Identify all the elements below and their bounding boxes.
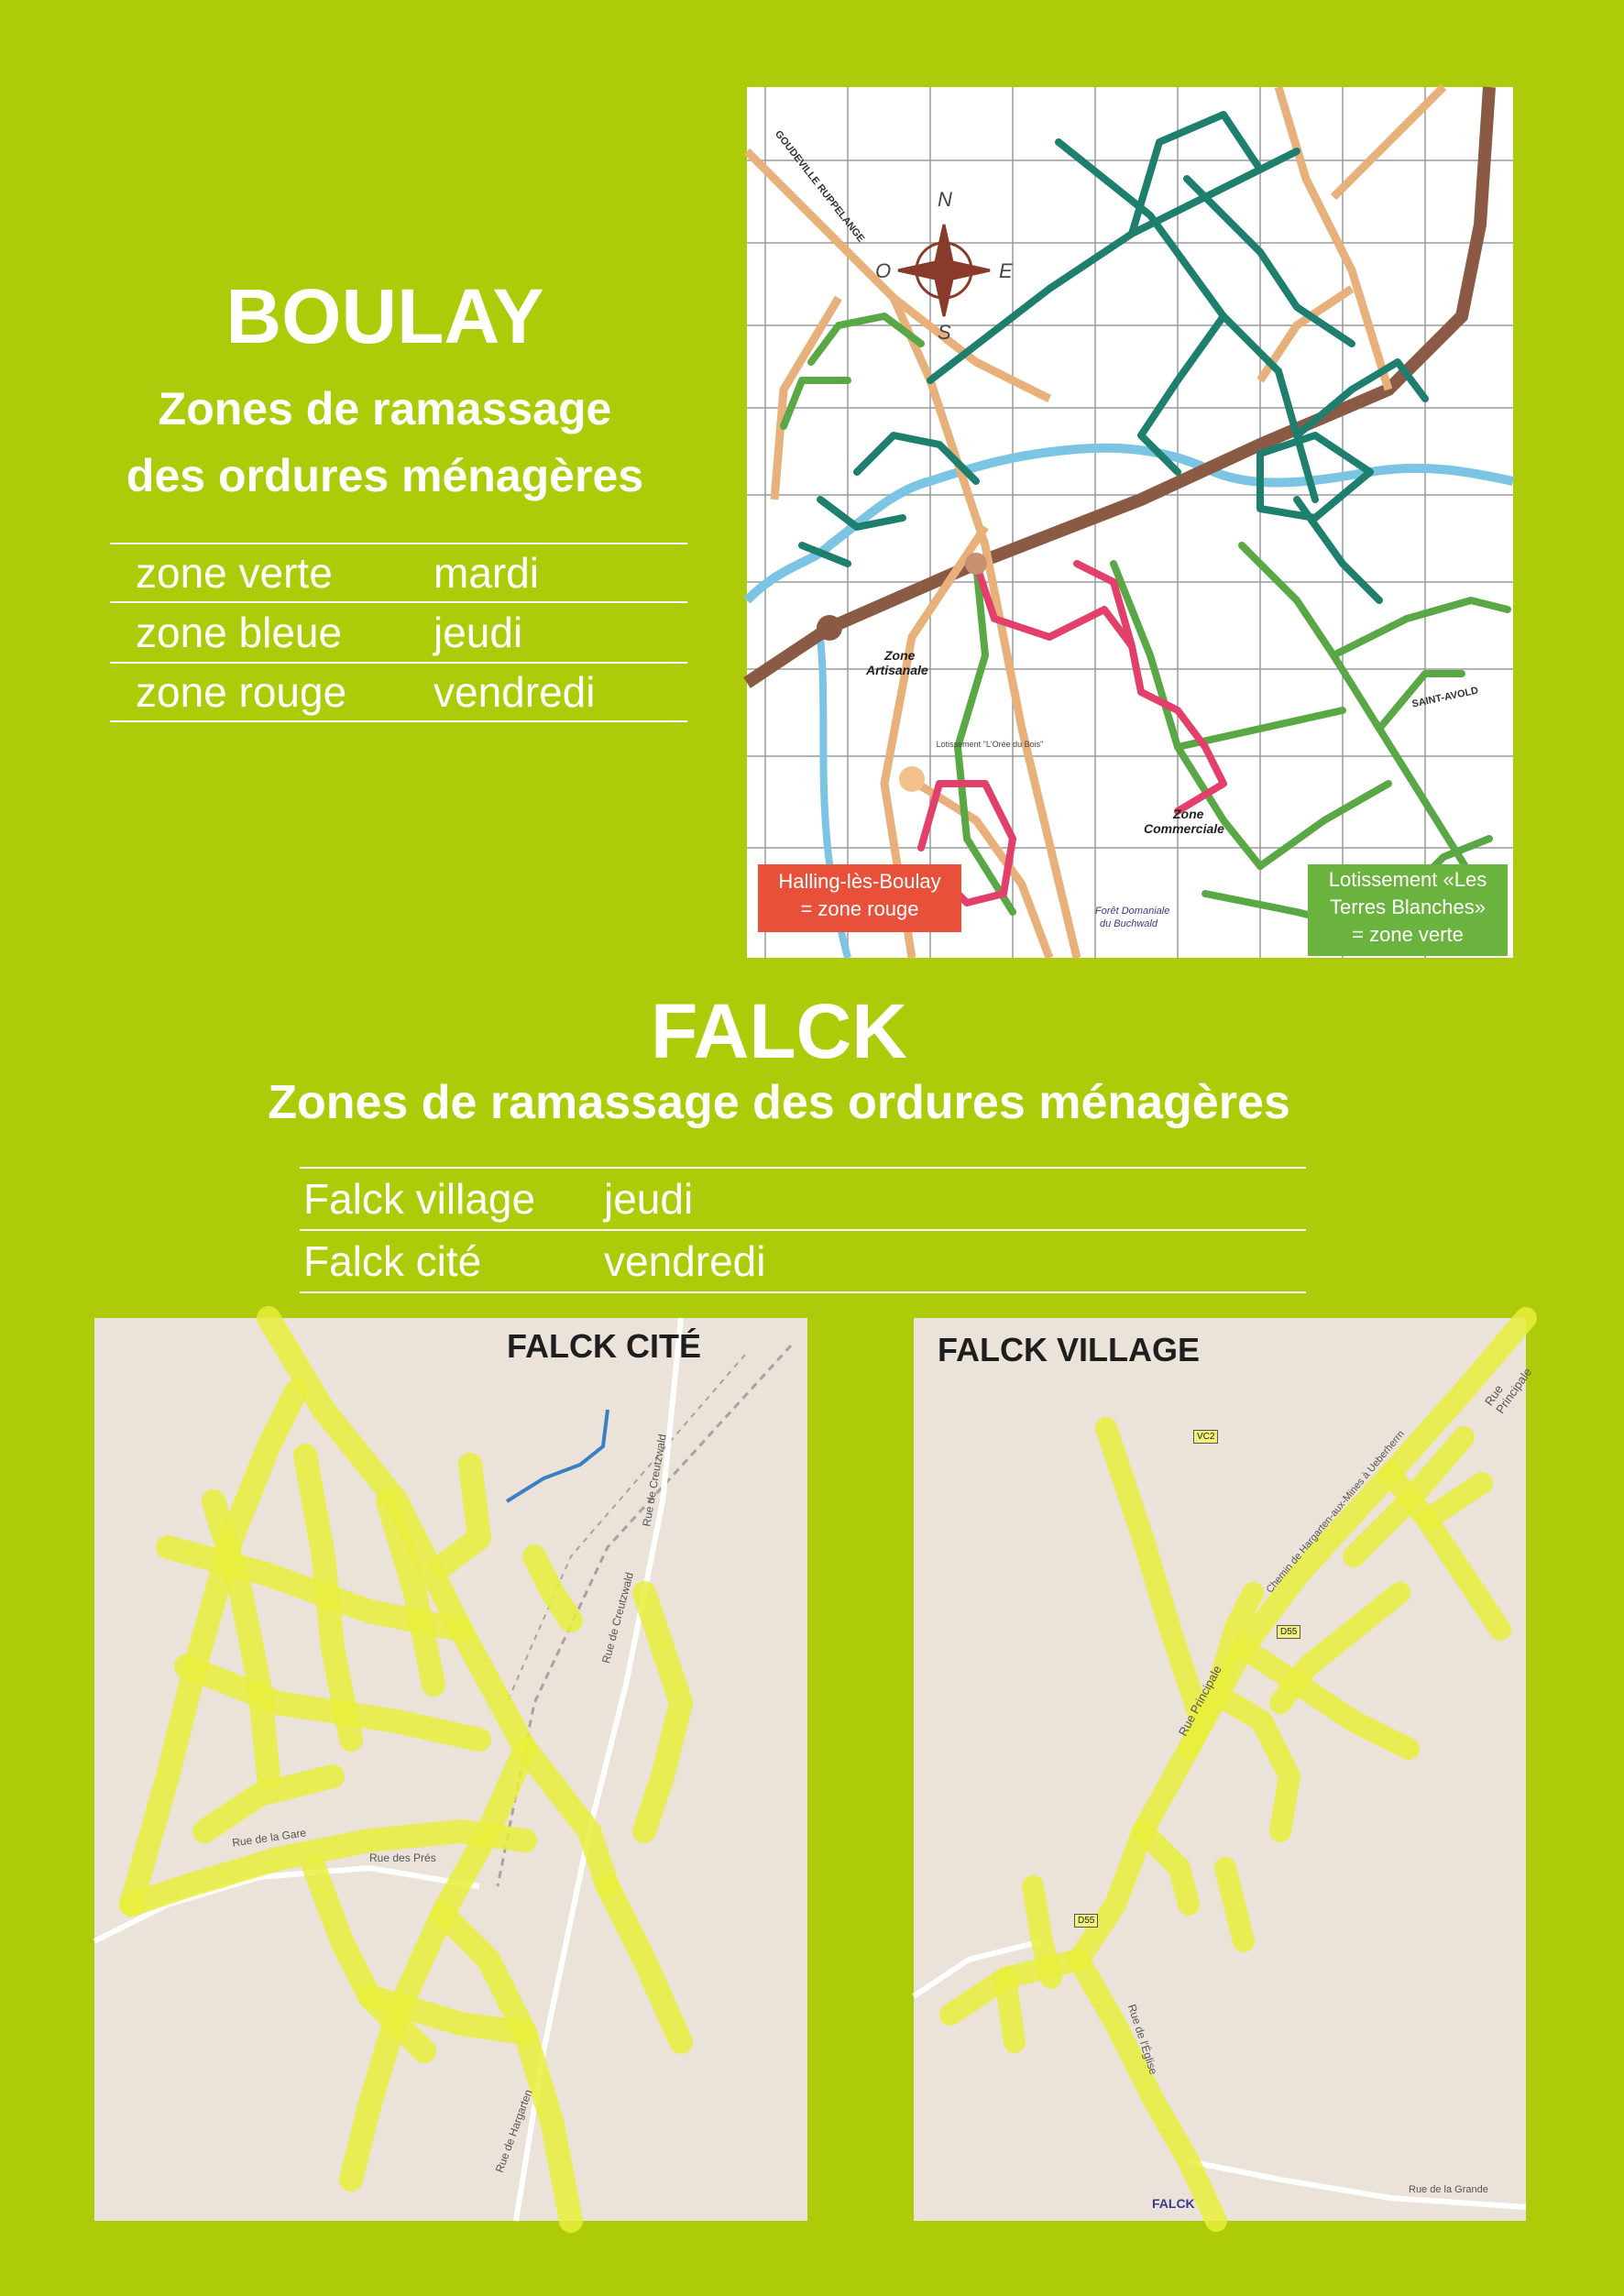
falck-schedule-table [300,1167,1306,1293]
schedule-day: mardi [433,544,687,602]
schedule-day: vendredi [604,1230,1306,1292]
street-label: Rue Principale [1481,1365,1535,1416]
compass-east: E [999,259,1013,282]
falck-cite-map [94,1318,807,2221]
legend-green-line2: Terres Blanches» [1330,895,1486,918]
table-row [300,1168,1306,1230]
street-label: Rue des Prés [369,1851,436,1864]
schedule-zone: zone verte [110,544,433,602]
falck-subtitle: Zones de ramassage des ordures ménagères [268,1076,1290,1129]
legend-green-line3: = zone verte [1352,923,1464,946]
boulay-subtitle-line2: des ordures ménagères [126,450,644,501]
street-label: Rue Principale [1175,1663,1224,1739]
table-row [110,544,687,602]
map-label-zone-commerciale-2: Commerciale [1144,821,1224,836]
boulay-title: BOULAY [225,273,544,359]
boulay-map-graphic [747,87,1513,958]
falck-village-map [914,1318,1535,2221]
falck-village-map-graphic [914,1318,1526,2221]
table-row [300,1230,1306,1292]
map-label-roads-top-left: GOUDEVILLE RUPPELANGE [772,128,867,245]
legend-green-line1: Lotissement «Les [1328,868,1487,891]
compass-north: N [938,188,952,211]
map-label-zone-commerciale-1: Zone [1173,807,1204,821]
legend-green-zone [1308,864,1508,956]
legend-red-line2: = zone rouge [800,897,919,920]
street-label: Rue de Creutzwald [640,1433,669,1528]
schedule-zone: Falck cité [300,1230,604,1292]
falck-cite-map-graphic [94,1318,807,2221]
falck-cite-title: FALCK CITÉ [507,1327,701,1365]
schedule-zone: zone rouge [110,663,433,721]
table-row [110,602,687,663]
schedule-zone: zone bleue [110,602,433,663]
boulay-map [747,87,1513,958]
legend-red-zone [758,864,961,932]
schedule-day: jeudi [604,1168,1306,1230]
map-label-zone-artisanale-1: Zone [884,648,916,663]
road-marker-d55: D55 [1074,1914,1098,1928]
street-label: Chemin de Hargarten-aux-Mines à Ueberherrn [1264,1428,1407,1596]
compass-west: O [875,259,892,282]
schedule-zone: Falck village [300,1168,604,1230]
falck-village-bottom-label: FALCK [1152,2196,1195,2211]
map-label-foret-1: Forêt Domaniale [1095,906,1170,917]
falck-village-title: FALCK VILLAGE [938,1331,1200,1368]
compass-south: S [938,321,951,344]
street-label: Rue de Creutzwald [599,1570,637,1665]
street-label: Rue de l'Église [1125,2002,1160,2077]
road-marker-vc2: VC2 [1193,1430,1218,1444]
table-row [110,663,687,721]
boulay-subtitle-line1: Zones de ramassage [158,383,612,434]
schedule-day: jeudi [433,602,687,663]
falck-title: FALCK [651,988,907,1074]
legend-red-line1: Halling-lès-Boulay [778,870,941,893]
road-marker-d55: D55 [1277,1625,1300,1639]
map-label-foret-2: du Buchwald [1100,918,1158,929]
schedule-day: vendredi [433,663,687,721]
map-label-zone-artisanale-2: Artisanale [866,663,928,677]
map-label-saint-avold: SAINT-AVOLD [1410,685,1480,710]
street-label: Rue de la Gare [231,1826,307,1850]
street-label: Rue de la Grande [1409,2184,1488,2195]
boulay-schedule-table [110,543,687,722]
street-label: Rue de Hargarten [492,2087,535,2175]
map-label-lotissement: Lotissement "L'Orée du Bois" [936,740,1044,749]
